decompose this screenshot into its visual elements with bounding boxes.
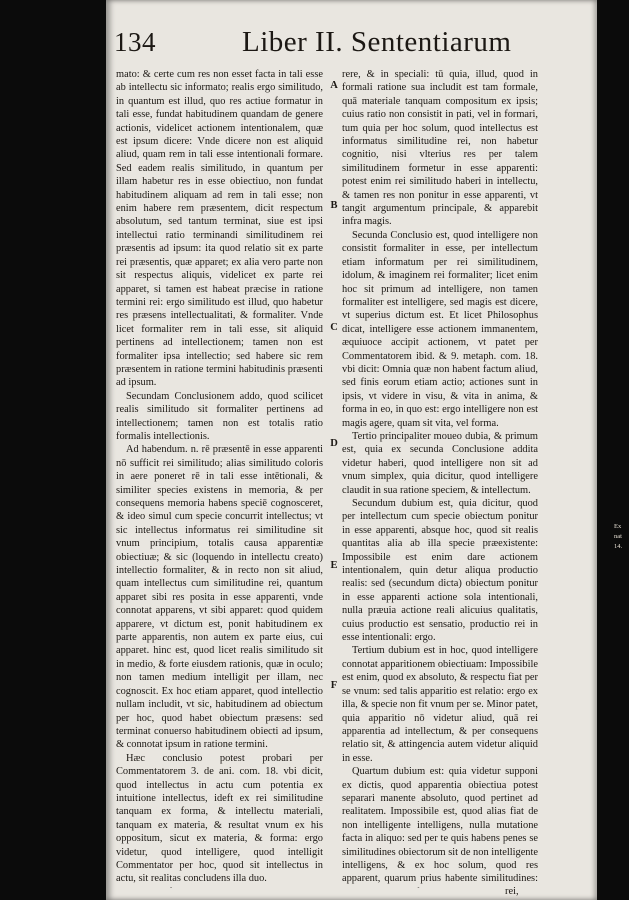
page-title: Liber II. Sententiarum [242, 26, 512, 58]
paragraph: rere, & in speciali: tū quia, illud, quod in formali ratione sua includit est tam formale, quā materiale tanquam compositum ex ipsis; cuius ratio non consistit in pati, vel in formari, tum quia per hoc solum, quod intellectus est informatus similitudine rei, non habetur cognitio, nisi vlterius res per talem similitudinem formetur in esse apparenti: potest enim rei similitudo haberi in intellectu, & tamen res non ponitur in esse apparenti, vt tangit argumentum principale, & apparebit infra magis. [342, 69, 538, 228]
margin-note: 14. [614, 543, 623, 550]
column-marker-a: A [330, 80, 338, 91]
left-text-column [116, 68, 323, 888]
paragraph: Secundam Conclusionem addo, quod scilicet realis similitudo sit formaliter pertinens ad intellectionem; tamen non est totalis ratio formalis intellectionis. [116, 390, 323, 442]
paragraph: mato: & certe cum res non esset facta in tali esse ab intellectu sic informato; realis ergo similitudo, in quantum est illud, quo res actiue formatur in tali esse, fundat habitudinem quandam de genere actionis, videlicet actionem intentionalem, quæ est ipsum dicere: Vnde dicere non est aliquid aliud, quam rem in tali esse intentionali formare. Sed eadem realis similitudo, in quantum per illam habetur res in esse obiectiuo, non fundat habitudinem aliquam ad rem in tali esse; non enim habere rem præsentem, dicit respectum absolutum, sed tantum terminat, siue est ipsi intellectui ratio terminandi similitudinem rei præsentis ad ipsum: ita quod relatio sit ex parte rei præsentis, quæ apparet; ex alia vero parte non sit respectus aliquis, videlicet ex parte rei apparet, si tamen est habeat præcise in ratione termini rei: ergo similitudo est illud, quo habetur res præsens intellectualitati, & formaliter. Vnde licet formaliter rem in tali esse, sit aliquid pertinens ad intellectionem; tamen non est formaliter ipsa intellectio; sed habere sic rem præsentem in ratione termini habitudinis præsenti ad ipsum. [116, 69, 323, 389]
paragraph: Ad habendum. n. rē præsentē in esse apparenti nō sufficit rei similitudo; alias similitudo coloris in aere poneret rē in tali esse intētionali, & similiter species existens in memoria, & per consequens memoria habens speciē cognosceret, & ideo simul cum specie concurrit intellectus; vt sic intellectus informatus rei similitudine sit vnum principium, totalis causa apparentiæ obiectiuæ; & sic (loquendo in intellectu creato) intellectio formaliter, & in recto non sit aliud, quam intellectus cum similitudine rei, quantum apparet sibi res posita in esse apparenti, vnde connotat apparens, vt sibi apparet: quod quidem apparere, vt dictum est, ponit habitudinem ex parte apparentis, non autem ex parte eius, cui apparet. hinc est, quod licet realis similitudo sit in medio, & forte eiusdem rationis, quæ in oculo; non tamen medium intelligit per illam, nec cognoscit. Ex hoc etiam apparet, quod intellectio nullam includit, vt sic, habitudinem ad obiectum per hoc, quod habet obiectum præsens: sed terminat conuerso habitudinem obiecti ad ipsum, & connotat ipsum in ratione termini. [116, 444, 323, 751]
column-marker-e: E [330, 560, 338, 571]
paragraph: Tertio principaliter moueo dubia, & primum est, quia ex secunda Conclusione addita videtur haberi, quod intelligere non sit ad vnum simplex, quia dicitur, quod intelligere claudit in sua ratione speciem, & intellectum. [342, 430, 538, 496]
paragraph: Secunda Conclusio est, quod intelligere non consistit formaliter in esse, per intellectum etiam informatum per rei similitudinem, idolum, & imaginem rei formaliter; licet enim hoc sit primum ad intelligere, non tamen formaliter est intelligere, sed magis est dicere, vt superius dictum est. Et licet Philosophus dicat, intelligere esse actionem immanentem, æquiuoce accipit actionem, vt patet per Commentatorem ibid. & 9. metaph. com. 18. vbi dicit: Omnia quæ non habent factum aliud, sed finis eorum etiam actio; actiones sunt in ipsis, vt videre in visu, & vita in anima, & forma in eo, in quo est: ergo intelligere non est magis agere, quam sit vita, vel forma. [342, 229, 538, 429]
margin-note: Ex [614, 523, 622, 530]
catchword: rei, [505, 886, 519, 897]
column-marker-d: D [330, 438, 338, 449]
page-number: 134 [114, 27, 156, 57]
paragraph [116, 886, 323, 888]
facing-page-margin-notes [614, 522, 629, 552]
paragraph: Secundum dubium est, quia dicitur, quod per intellectum cum specie obiectum ponitur in esse apparenti, absque hoc, quod sit realis quantitas alia ab illa specie præexistente: Impossibile est enim dare actionem intentionalem, quin detur aliqua productio realis: sed (secundum dicta) obiectum ponitur in esse apparenti actione sola intentionali, nulla præuia actione reali alicuius qualitatis, cuius productio est sensatio, productio rei in esse intentionali: ergo. [342, 498, 538, 644]
running-head [114, 22, 534, 62]
column-marker-b: B [330, 200, 338, 211]
column-marker-f: F [330, 680, 338, 691]
paragraph: Quartum dubium est: quia videtur supponi ex dictis, quod apparentia obiectiua potest separari manente absoluto, quod pertinet ad realitatem. Impossibile est, quod alias fiat de non intelligente intelligens, nulla mutatione facta in aliquo: sed per te quis habens penes se similitudines obiectorum sit de non intelligente intelligens, & ex hoc solum, quod res apparent, quarum prius habente similitudines: [342, 766, 538, 885]
right-text-column [342, 68, 538, 888]
paragraph: Hæc conclusio potest probari per Commentatorem 3. de ani. com. 18. vbi dicit, quod intellectus in actu cum potentia ex intuitione intellectus, ideft ex rei similitudine tanquam ex forma, & intellectu materiali, tanquam ex materia, & resultat vnum ex his oppositum, sicut ex materia, & forma: ergo videtur, quod intelligere, quod intelligit Commentator per hoc, quod sit intellectus in actu, sit realitas concludens illa duo. [116, 752, 323, 885]
margin-note: nat [614, 533, 622, 540]
paragraph: Tertium dubium est in hoc, quod intelligere connotat apparitionem obiectiuam: Impossibile est enim, quod ex absoluto, & respectu fiat per se vnum: sed talis apparitio est relatio: ergo ex illa, & specie non fit vnum per se. Minor patet, quia apparitio nō videtur aliud, quā rei apparentia ad intellectum, & per consequens relatio sit, & attingencia autem videtur aliquid in esse. [342, 645, 538, 764]
column-marker-c: C [330, 322, 338, 333]
